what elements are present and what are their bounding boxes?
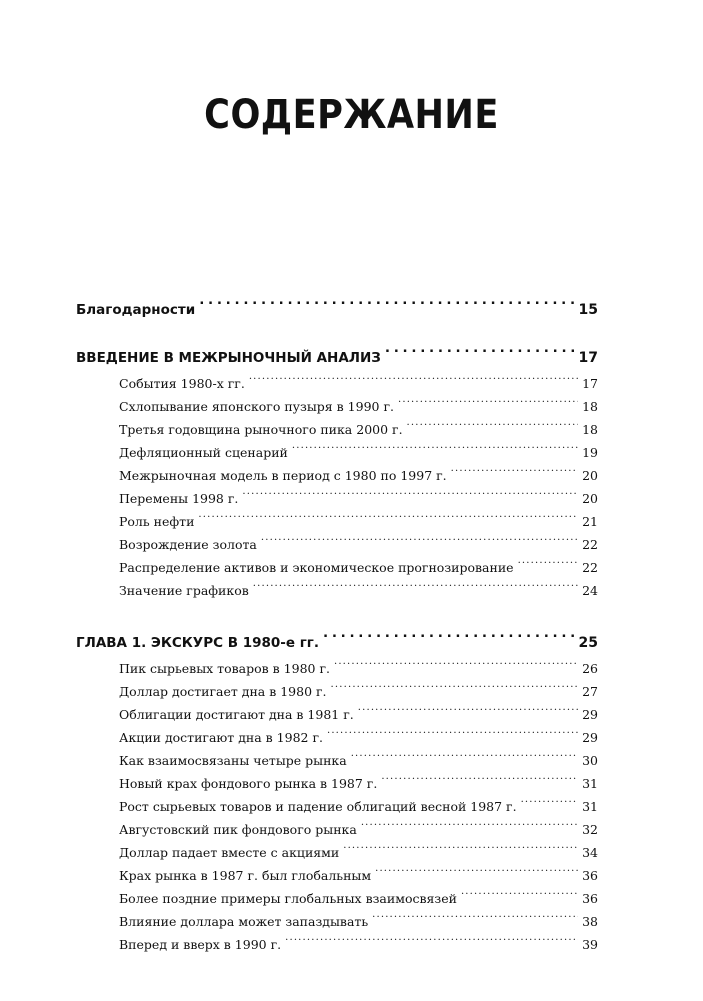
- toc-subentry[interactable]: [76, 464, 598, 487]
- toc-subentry-page: 24: [582, 583, 598, 598]
- toc-subentry-label: Акции достигают дна в 1982 г.: [119, 730, 323, 745]
- toc-subentry-label: Роль нефти: [119, 514, 195, 529]
- toc-entry-intro[interactable]: [76, 344, 598, 372]
- toc-subentry[interactable]: [76, 910, 598, 933]
- dot-leader: [398, 399, 578, 412]
- toc-subentry-label: Перемены 1998 г.: [119, 491, 239, 506]
- dot-leader: [198, 514, 578, 527]
- dot-leader: [249, 376, 578, 389]
- toc-subentry[interactable]: [76, 703, 598, 726]
- toc-subentry-label: Третья годовщина рыночного пика 2000 г.: [119, 422, 403, 437]
- toc-subentry[interactable]: [76, 372, 598, 395]
- dot-leader: [407, 422, 579, 435]
- toc-subentry-label: Облигации достигают дна в 1981 г.: [119, 707, 354, 722]
- toc-subentry-page: 29: [582, 707, 598, 722]
- dot-leader: [375, 868, 578, 881]
- toc-subentry-page: 36: [582, 891, 598, 906]
- dot-leader: [261, 537, 578, 550]
- toc-subentry[interactable]: [76, 418, 598, 441]
- toc-subentry-page: 19: [582, 445, 598, 460]
- toc-subentry[interactable]: [76, 510, 598, 533]
- toc-subentry-label: Межрыночная модель в период с 1980 по 1997 г.: [119, 468, 447, 483]
- toc-subentry-label: Новый крах фондового рынка в 1987 г.: [119, 776, 378, 791]
- page-title: СОДЕРЖАНИЕ: [204, 92, 499, 138]
- dot-leader: [381, 776, 578, 789]
- toc-subentry-label: Схлопывание японского пузыря в 1990 г.: [119, 399, 394, 414]
- dot-leader: [292, 445, 578, 458]
- dot-leader: [372, 914, 578, 927]
- toc-subentry-page: 22: [582, 560, 598, 575]
- toc-subentry-label: Возрождение золота: [119, 537, 257, 552]
- toc-subentry-label: Как взаимосвязаны четыре рынка: [119, 753, 347, 768]
- toc-subentry[interactable]: [76, 556, 598, 579]
- toc-subentry-label: Рост сырьевых товаров и падение облигаций весной 1987 г.: [119, 799, 517, 814]
- toc-subentry-label: Распределение активов и экономическое прогнозирование: [119, 560, 514, 575]
- dot-leader: [242, 491, 578, 504]
- dot-leader: [285, 937, 578, 950]
- toc-subentry-label: Более поздние примеры глобальных взаимосвязей: [119, 891, 457, 906]
- toc-subentry-label: Доллар достигает дна в 1980 г.: [119, 684, 327, 699]
- toc-subentry[interactable]: [76, 772, 598, 795]
- toc-subentry-page: 38: [582, 914, 598, 929]
- toc-subentry-page: 26: [582, 661, 598, 676]
- toc-subentry-page: 30: [582, 753, 598, 768]
- dot-leader: [521, 799, 579, 812]
- dot-leader: [331, 684, 579, 697]
- toc-entry-page: 25: [578, 635, 598, 651]
- toc-subentry-page: 27: [582, 684, 598, 699]
- toc-subentry-page: 22: [582, 537, 598, 552]
- dot-leader: [518, 560, 579, 573]
- toc-subentry-page: 20: [582, 491, 598, 506]
- toc-entry-chapter-1[interactable]: [76, 629, 598, 657]
- toc-subentry-label: Вперед и вверх в 1990 г.: [119, 937, 282, 952]
- toc-subentry[interactable]: [76, 533, 598, 556]
- toc-subentry-page: 29: [582, 730, 598, 745]
- toc-subentry-page: 39: [582, 937, 598, 952]
- toc-subentry[interactable]: [76, 795, 598, 818]
- spacer: [76, 602, 598, 629]
- dot-leader: [385, 349, 575, 363]
- toc-subentry-page: 31: [582, 776, 598, 791]
- table-of-contents: [76, 296, 598, 956]
- toc-entry-label: Благодарности: [76, 302, 196, 318]
- toc-subentry[interactable]: [76, 749, 598, 772]
- toc-subentry-label: Значение графиков: [119, 583, 249, 598]
- toc-subentry-label: Крах рынка в 1987 г. был глобальным: [119, 868, 372, 883]
- toc-entry-page: 15: [578, 302, 598, 318]
- dot-leader: [451, 468, 578, 481]
- toc-subentry[interactable]: [76, 841, 598, 864]
- toc-subentry-label: Августовский пик фондового рынка: [119, 822, 357, 837]
- toc-subentry-label: События 1980-х гг.: [119, 376, 245, 391]
- dot-leader: [327, 730, 578, 743]
- toc-subentry-page: 32: [582, 822, 598, 837]
- toc-subentry-page: 36: [582, 868, 598, 883]
- dot-leader: [199, 301, 574, 315]
- toc-subentry[interactable]: [76, 726, 598, 749]
- toc-subentry[interactable]: [76, 818, 598, 841]
- dot-leader: [358, 707, 578, 720]
- toc-entry-label: ГЛАВА 1. ЭКСКУРС В 1980-е гг.: [76, 635, 319, 651]
- toc-subentry[interactable]: [76, 680, 598, 703]
- toc-subentry-label: Пик сырьевых товаров в 1980 г.: [119, 661, 330, 676]
- toc-subentry-page: 21: [582, 514, 598, 529]
- spacer: [76, 324, 598, 344]
- toc-entry-label: ВВЕДЕНИЕ В МЕЖРЫНОЧНЫЙ АНАЛИЗ: [76, 350, 381, 366]
- toc-subentry[interactable]: [76, 933, 598, 956]
- toc-subentry[interactable]: [76, 864, 598, 887]
- toc-subentry-page: 20: [582, 468, 598, 483]
- dot-leader: [323, 634, 575, 648]
- toc-entry-acknowledgements[interactable]: [76, 296, 598, 324]
- toc-subentry[interactable]: [76, 395, 598, 418]
- dot-leader: [361, 822, 578, 835]
- toc-subentry-page: 34: [582, 845, 598, 860]
- dot-leader: [334, 661, 578, 674]
- toc-subentry[interactable]: [76, 441, 598, 464]
- toc-subentry-page: 18: [582, 399, 598, 414]
- toc-subentry-label: Влияние доллара может запаздывать: [119, 914, 369, 929]
- toc-subentry-page: 31: [582, 799, 598, 814]
- dot-leader: [461, 891, 578, 904]
- toc-subentry-page: 18: [582, 422, 598, 437]
- dot-leader: [351, 753, 578, 766]
- toc-subentry[interactable]: [76, 657, 598, 680]
- toc-subentry-page: 17: [582, 376, 598, 391]
- dot-leader: [253, 583, 578, 596]
- toc-subentry[interactable]: [76, 887, 598, 910]
- toc-entry-page: 17: [578, 350, 598, 366]
- dot-leader: [343, 845, 578, 858]
- toc-subentry-label: Дефляционный сценарий: [119, 445, 288, 460]
- toc-subentry[interactable]: [76, 487, 598, 510]
- toc-subentry[interactable]: [76, 579, 598, 602]
- toc-subentry-label: Доллар падает вместе с акциями: [119, 845, 340, 860]
